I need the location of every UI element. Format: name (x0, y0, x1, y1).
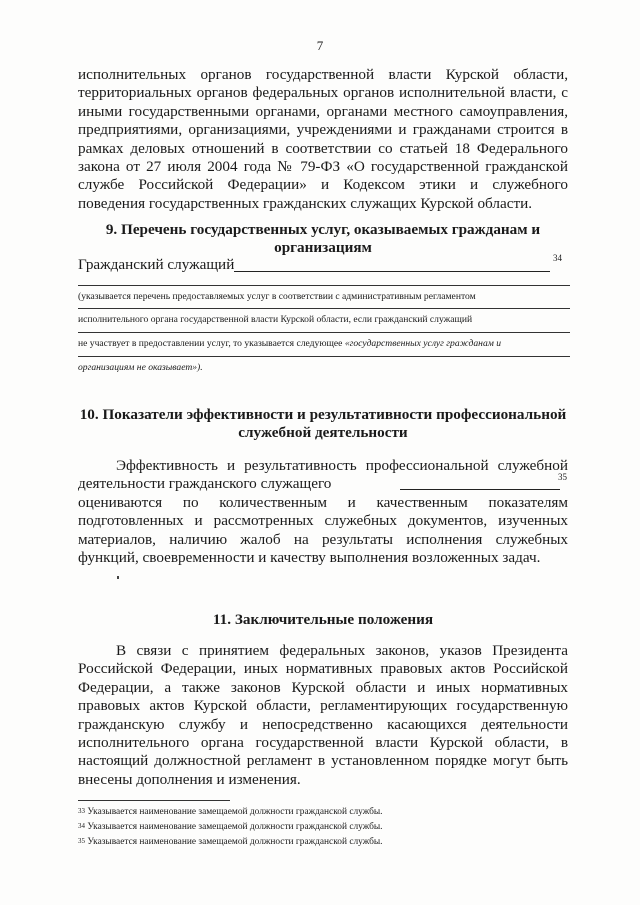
text-line: иными государственными органами, органами местного самоуправления, (78, 102, 568, 120)
blank-line (78, 285, 570, 286)
text-line: предприятиями, организациями, учреждениями и гражданами строится в (78, 121, 568, 139)
blank-line (78, 308, 570, 309)
section10-heading-line1: 10. Показатели эффективности и результативности профессиональной (79, 406, 567, 423)
text-line: материалов, наличию жалоб на результаты исполнения служебных (78, 530, 568, 548)
text-line: деятельности гражданского служащего (78, 475, 332, 493)
section10-heading-line2: служебной деятельности (238, 424, 408, 441)
blank-line (78, 332, 570, 333)
text-line: гражданскую службу и непосредственно касающихся деятельности (78, 715, 568, 733)
note-line-4: организациям не оказывает»). (78, 362, 203, 373)
note-line-1: (указывается перечень предоставляемых услуг в соответствии с административным регламентом (78, 291, 476, 302)
text-line: службе Российской Федерации» и Кодексом этики и служебного (78, 176, 568, 194)
text-line: Федерации, а также законов Курской области и иных нормативных (78, 678, 568, 696)
section10-heading (78, 406, 568, 442)
text-line: настоящий должностной регламент в установленном порядке могут быть (78, 752, 568, 770)
text-line: территориальных органов федеральных органов исполнительной власти, с (78, 84, 568, 102)
footnote-text: Указывается наименование замещаемой должности гражданской службы. (85, 837, 383, 847)
section10-paragraph (78, 457, 568, 567)
note-line-2: исполнительного органа государственной власти Курской области, если гражданский служащий (78, 314, 473, 325)
page-number: 7 (316, 38, 324, 53)
footnote-35 (78, 836, 382, 848)
note-line-3 (78, 338, 501, 350)
civil-servant-label: Гражданский служащий (78, 256, 235, 273)
section11-paragraph (78, 642, 568, 789)
text-line: Российской Федерации, иных нормативных правовых актов Российской (78, 660, 568, 678)
section9-heading-line2: организациям (274, 239, 372, 256)
text-line: исполнительных органов государственной власти Курской области, (78, 66, 568, 83)
footnote-ref-34: 34 (553, 253, 562, 263)
note-line-3-italic: «государственных услуг гражданам и (344, 338, 502, 349)
footnote-mark: 34 (78, 822, 85, 830)
text-line: оцениваются по количественным и качественным показателям (78, 493, 568, 511)
text-line: поведения государственных гражданских служащих Курской области. (78, 194, 533, 212)
footnote-34 (78, 821, 382, 833)
servant-blank (400, 489, 560, 490)
blank-line (78, 356, 570, 357)
text-line: внесены дополнения и изменения. (78, 770, 301, 788)
footnote-mark: 35 (78, 837, 85, 845)
civil-servant-blank (234, 271, 550, 272)
text-line: рамках деловых отношений в соответствии со статьей 18 Федерального (78, 139, 568, 157)
footnote-text: Указывается наименование замещаемой должности гражданской службы. (85, 807, 383, 817)
note-line-3-text: не участвует в предоставлении услуг, то указывается следующее (78, 338, 345, 349)
text-line: исполнительного органа государственной власти Курской области, в (78, 734, 568, 752)
text-line: подготовленных и рассмотренных служебных документов, изученных (78, 512, 568, 530)
footnote-text: Указывается наименование замещаемой должности гражданской службы. (85, 822, 383, 832)
text-line: правовых актов Курской области, регламентирующих государственную (78, 697, 568, 715)
section9-heading (78, 221, 568, 257)
text-line: функций, своевременности и качеству выполнения возложенных задач. (78, 549, 541, 567)
text-line: В связи с принятием федеральных законов, указов Президента (116, 642, 568, 659)
footnote-separator (78, 800, 230, 801)
scan-speck (117, 576, 119, 579)
text-line: Эффективность и результативность профессиональной служебной (116, 457, 568, 474)
text-line: закона от 27 июля 2004 года № 79-ФЗ «О государственной гражданской (78, 158, 568, 176)
footnote-ref-35: 35 (558, 472, 567, 482)
section9-heading-line1: 9. Перечень государственных услуг, оказываемых гражданам и (105, 221, 541, 238)
intro-paragraph (78, 66, 568, 213)
section11-heading: 11. Заключительные положения (212, 611, 434, 628)
footnote-mark: 33 (78, 807, 85, 815)
footnote-33 (78, 806, 382, 818)
